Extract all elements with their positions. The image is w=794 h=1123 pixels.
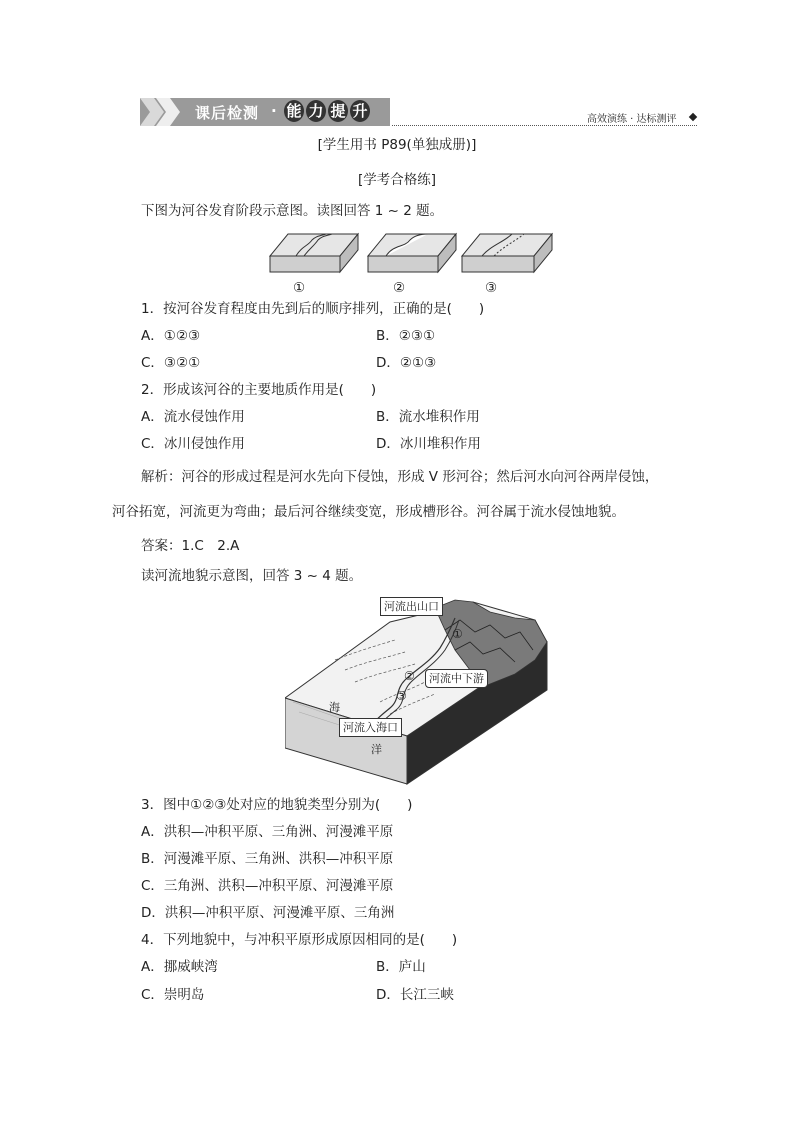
fig2-num-1: ① [452,627,463,641]
q2-option-b: B．流水堆积作用 [376,409,480,425]
analysis-line-2: 河谷拓宽，河流更为弯曲；最后河谷继续变宽，形成槽形谷。河谷属于流水侵蚀地貌。 [112,504,625,520]
q3-option-a: A．洪积—冲积平原、三角洲、河漫滩平原 [141,824,394,840]
header-emph-char: 力 [306,100,326,122]
fig2-sea-1: 海 [329,701,340,714]
fig1-label-1: ① [293,280,306,296]
fig2-label-outlet: 河流出山口 [380,597,443,616]
section-title: [学考合格练] [357,172,437,188]
q2-option-a: A．流水侵蚀作用 [141,409,245,425]
header-emph [284,100,370,122]
q4-option-c: C．崇明岛 [141,987,205,1003]
q4-option-b: B．庐山 [376,959,426,975]
q4-stem: 4．下列地貌中，与冲积平原形成原因相同的是( ) [141,932,458,948]
river-landform-figure [285,590,550,785]
fig1-label-3: ③ [485,280,498,296]
q3-option-b: B．河漫滩平原、三角洲、洪积—冲积平原 [141,851,394,867]
q4-option-a: A．挪威峡湾 [141,959,218,975]
header-divider [392,125,697,126]
answer: 答案：1.C 2.A [141,538,240,554]
fig2-sea-2: 洋 [371,743,382,756]
fig2-label-mouth: 河流入海口 [339,718,402,737]
q2-option-d: D．冰川堆积作用 [376,436,481,452]
header-emph-char: 能 [284,100,304,122]
q1-option-a: A．①②③ [141,328,201,344]
header-right: 高效演练 · 达标测评 [587,114,677,125]
header-emph-char: 升 [350,100,370,122]
q1-option-d: D．②①③ [376,355,437,371]
q1-option-c: C．③②① [141,355,201,371]
q1-option-b: B．②③① [376,328,436,344]
header-title: 课后检测 [195,104,260,122]
q2-stem: 2．形成该河谷的主要地质作用是( ) [141,382,377,398]
valley-stages-figure [268,228,558,278]
fig2-num-2: ② [404,669,415,683]
chevron-icon [140,98,200,126]
q3-stem: 3．图中①②③处对应的地貌类型分别为( ) [141,797,413,813]
fig1-label-2: ② [393,280,406,296]
fig2-label-mid: 河流中下游 [425,669,488,688]
analysis-line-1: 解析：河谷的形成过程是河水先向下侵蚀，形成 V 形河谷；然后河水向河谷两岸侵蚀， [141,469,659,485]
q3-option-c: C．三角洲、洪积—冲积平原、河漫滩平原 [141,878,394,894]
q1-stem: 1．按河谷发育程度由先到后的顺序排列，正确的是( ) [141,301,485,317]
intro-1: 下图为河谷发育阶段示意图。读图回答 1 ~ 2 题。 [141,203,444,219]
intro-2: 读河流地貌示意图，回答 3 ~ 4 题。 [141,568,363,584]
fig2-num-3: ③ [396,689,407,703]
q2-option-c: C．冰川侵蚀作用 [141,436,245,452]
diamond-icon [689,113,697,121]
book-ref: [学生用书 P89(单独成册)] [317,137,477,153]
header-emph-char: 提 [328,100,348,122]
q3-option-d: D．洪积—冲积平原、河漫滩平原、三角洲 [141,905,395,921]
header-dot: · [271,102,277,120]
q4-option-d: D．长江三峡 [376,987,454,1003]
